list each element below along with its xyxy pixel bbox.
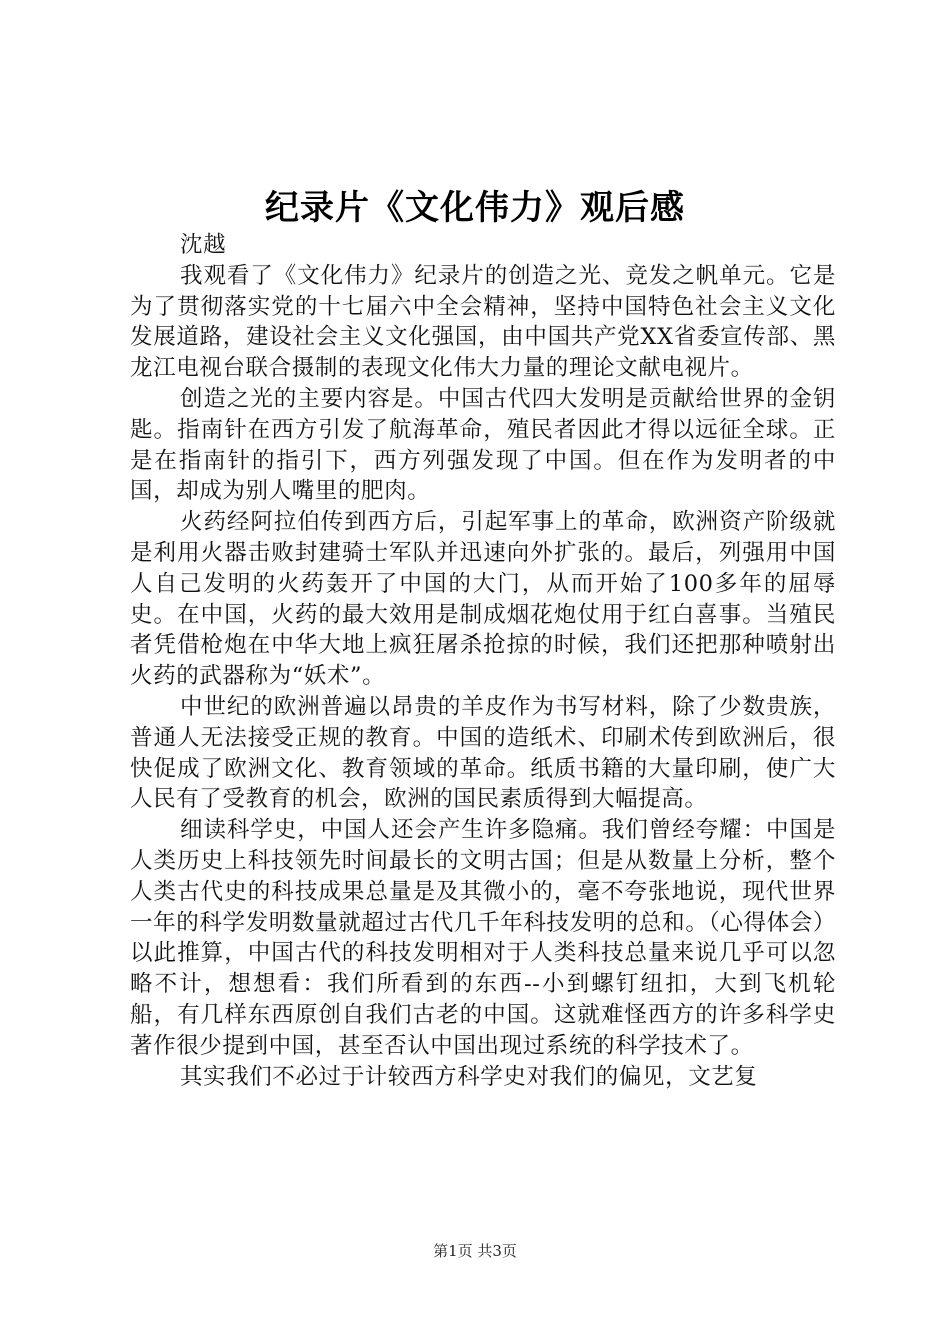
- document-body: [130, 230, 836, 1092]
- page-footer: 第1页 共3页: [433, 1242, 517, 1260]
- paragraph-4: 中世纪的欧洲普遍以昂贵的羊皮作为书写材料，除了少数贵族，普通人无法接受正规的教育。中国的造纸术、印刷术传到欧洲后，很快促成了欧洲文化、教育领域的革命。纸质书籍的大量印刷，使广大人民有了受教育的机会，欧洲的国民素质得到大幅提高。: [130, 693, 836, 813]
- author-name: 沈越: [180, 232, 227, 258]
- paragraph-6: 其实我们不必过于计较西方科学史对我们的偏见，文艺复: [180, 1063, 758, 1090]
- paragraph-3: 火药经阿拉伯传到西方后，引起军事上的革命，欧洲资产阶级就是利用火器击败封建骑士军队并迅速向外扩张的。最后，列强用中国人自己发明的火药轰开了中国的大门，从而开始了100多年的屈辱史。在中国，火药的最大效用是制成烟花炮仗用于红白喜事。当殖民者凭借枪炮在中华大地上疯狂屠杀抢掠的时候，我们还把那种喷射出火药的武器称为“妖术”。: [130, 509, 836, 690]
- paragraph-5: 细读科学史，中国人还会产生许多隐痛。我们曾经夸耀：中国是人类历史上科技领先时间最长的文明古国；但是从数量上分析，整个人类古代史的科技成果总量是及其微小的，毫不夸张地说，现代世界一年的科学发明数量就超过古代几千年科技发明的总和。（心得体会）以此推算，中国古代的科技发明相对于人类科技总量来说几乎可以忽略不计，想想看：我们所看到的东西--小到螺钉纽扣，大到飞机轮船，有几样东西原创自我们古老的中国。这就难怪西方的许多科学史著作很少提到中国，甚至否认中国出现过系统的科学技术了。: [130, 817, 836, 1059]
- paragraph-1: 我观看了《文化伟力》纪录片的创造之光、竞发之帆单元。它是为了贯彻落实党的十七届六中全会精神，坚持中国特色社会主义文化发展道路，建设社会主义文化强国，由中国共产党XX省委宣传部、黑龙江电视台联合摄制的表现文化伟大力量的理论文献电视片。: [130, 262, 836, 382]
- paragraph-2: 创造之光的主要内容是。中国古代四大发明是贡献给世界的金钥匙。指南针在西方引发了航海革命，殖民者因此才得以远征全球。正是在指南针的指引下，西方列强发现了中国。但在作为发明者的中国，却成为别人嘴里的肥肉。: [130, 385, 836, 505]
- document-title: 纪录片《文化伟力》观后感: [265, 188, 685, 228]
